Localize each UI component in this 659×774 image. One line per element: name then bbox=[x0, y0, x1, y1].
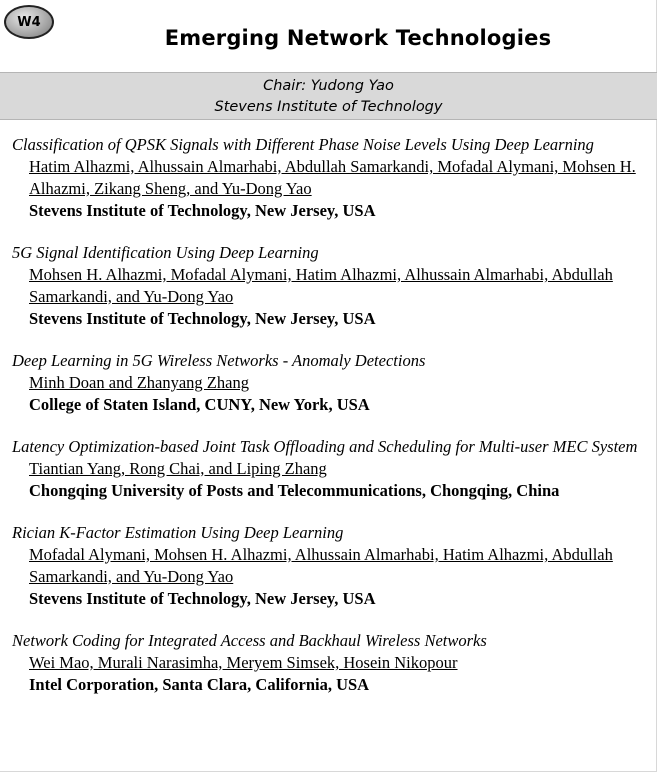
paper-authors: Mofadal Alymani, Mohsen H. Alhazmi, Alhussain Almarhabi, Hatim Alhazmi, Abdullah Samarkandi, and Yu-Dong Yao bbox=[29, 545, 613, 586]
paper-list bbox=[12, 134, 652, 716]
paper-authors: Tiantian Yang, Rong Chai, and Liping Zhang bbox=[29, 459, 327, 478]
paper-entry bbox=[12, 242, 652, 330]
paper-title: Network Coding for Integrated Access and Backhaul Wireless Networks bbox=[12, 631, 487, 650]
paper-authors: Minh Doan and Zhanyang Zhang bbox=[29, 373, 249, 392]
chair-name: Chair: Yudong Yao bbox=[263, 78, 394, 94]
paper-entry bbox=[12, 134, 652, 222]
paper-authors: Wei Mao, Murali Narasimha, Meryem Simsek, Hosein Nikopour bbox=[29, 653, 458, 672]
paper-affiliation: Stevens Institute of Technology, New Jersey, USA bbox=[29, 589, 376, 608]
paper-title: Classification of QPSK Signals with Different Phase Noise Levels Using Deep Learning bbox=[12, 135, 594, 154]
paper-entry bbox=[12, 522, 652, 610]
paper-authors: Hatim Alhazmi, Alhussain Almarhabi, Abdullah Samarkandi, Mofadal Alymani, Mohsen H. Alhazmi, Zikang Sheng, and Yu-Dong Yao bbox=[29, 157, 636, 198]
paper-title: Rician K-Factor Estimation Using Deep Learning bbox=[12, 523, 344, 542]
paper-affiliation: College of Staten Island, CUNY, New York, USA bbox=[29, 395, 370, 414]
paper-affiliation: Chongqing University of Posts and Telecommunications, Chongqing, China bbox=[29, 481, 560, 500]
chair-band bbox=[0, 72, 657, 120]
paper-entry bbox=[12, 350, 652, 416]
paper-affiliation: Stevens Institute of Technology, New Jersey, USA bbox=[29, 201, 376, 220]
paper-entry bbox=[12, 436, 652, 502]
chair-affiliation: Stevens Institute of Technology bbox=[214, 99, 443, 115]
paper-affiliation: Stevens Institute of Technology, New Jersey, USA bbox=[29, 309, 376, 328]
session-badge-label: W4 bbox=[17, 14, 41, 30]
paper-title: Latency Optimization-based Joint Task Offloading and Scheduling for Multi-user MEC System bbox=[12, 437, 638, 456]
paper-title: Deep Learning in 5G Wireless Networks - Anomaly Detections bbox=[12, 351, 426, 370]
session-badge bbox=[4, 5, 54, 39]
paper-authors: Mohsen H. Alhazmi, Mofadal Alymani, Hatim Alhazmi, Alhussain Almarhabi, Abdullah Samarkandi, and Yu-Dong Yao bbox=[29, 265, 613, 306]
paper-entry bbox=[12, 630, 652, 696]
paper-affiliation: Intel Corporation, Santa Clara, California, USA bbox=[29, 675, 370, 694]
paper-title: 5G Signal Identification Using Deep Learning bbox=[12, 243, 319, 262]
session-title: Emerging Network Technologies bbox=[164, 26, 552, 50]
